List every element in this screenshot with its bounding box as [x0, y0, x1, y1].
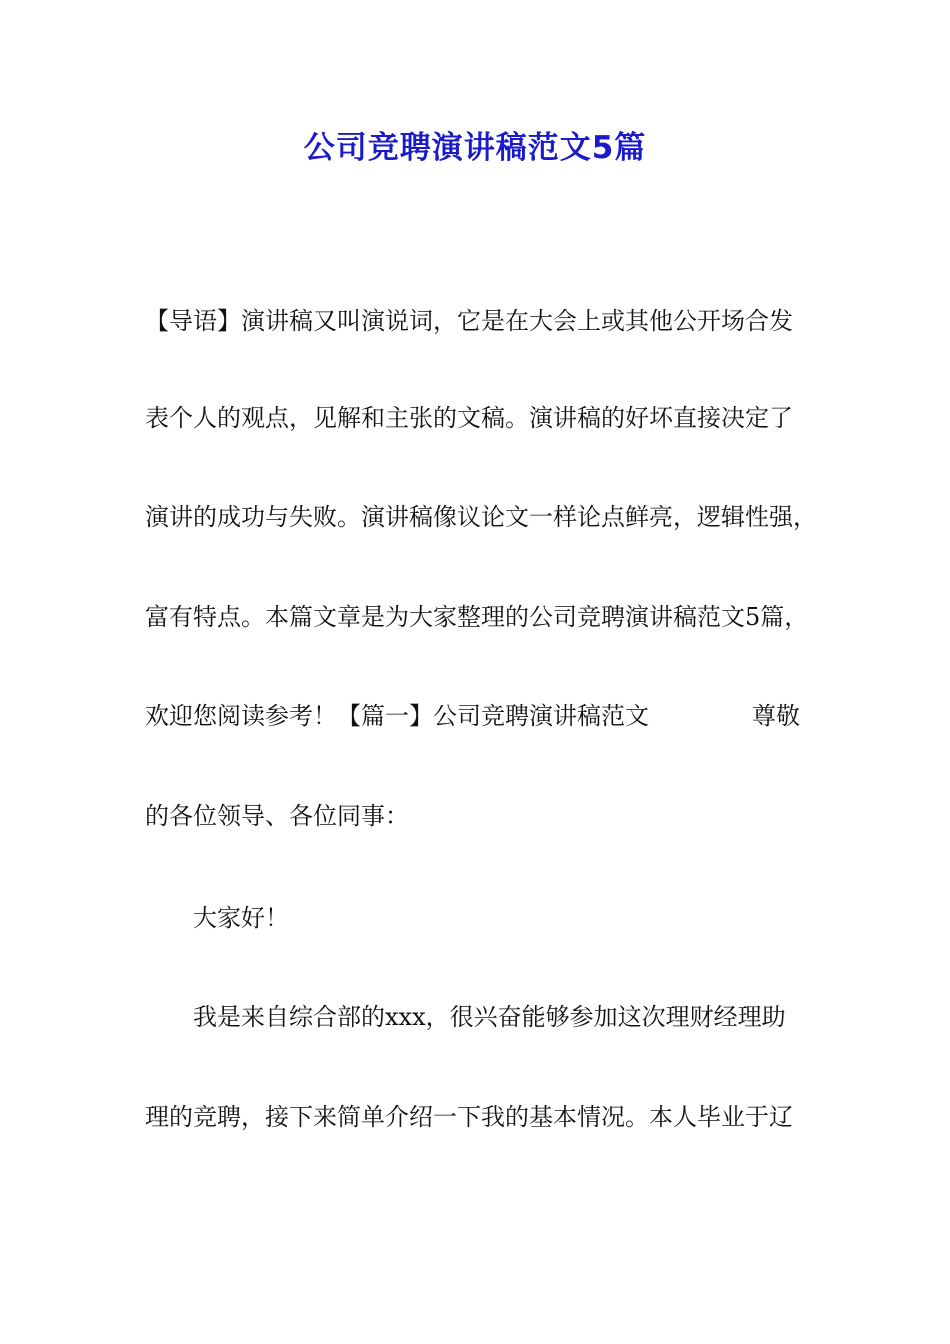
salutation-start: 尊敬: [752, 702, 800, 730]
document-title: 公司竞聘演讲稿范文5篇: [303, 130, 647, 166]
paragraph-line-5: [145, 699, 835, 733]
paragraph-line-2: 表个人的观点，见解和主张的文稿。演讲稿的好坏直接决定了: [145, 404, 793, 432]
paragraph-line-6: 的各位领导、各位同事：: [145, 802, 409, 830]
greeting-line: 大家好！: [193, 904, 289, 932]
paragraph-line-8: 理的竞聘，接下来简单介绍一下我的基本情况。本人毕业于辽: [145, 1103, 793, 1131]
paragraph-line-1: 【导语】演讲稿又叫演说词，它是在大会上或其他公开场合发: [145, 307, 793, 335]
paragraph-line-3: 演讲的成功与失败。演讲稿像议论文一样论点鲜亮，逻辑性强，: [145, 503, 817, 531]
paragraph-line-5-text: 欢迎您阅读参考！【篇一】公司竞聘演讲稿范文: [145, 702, 649, 730]
paragraph-line-4: 富有特点。本篇文章是为大家整理的公司竞聘演讲稿范文5篇，: [145, 603, 809, 631]
paragraph-line-7: 我是来自综合部的xxx，很兴奋能够参加这次理财经理助: [193, 1003, 786, 1031]
